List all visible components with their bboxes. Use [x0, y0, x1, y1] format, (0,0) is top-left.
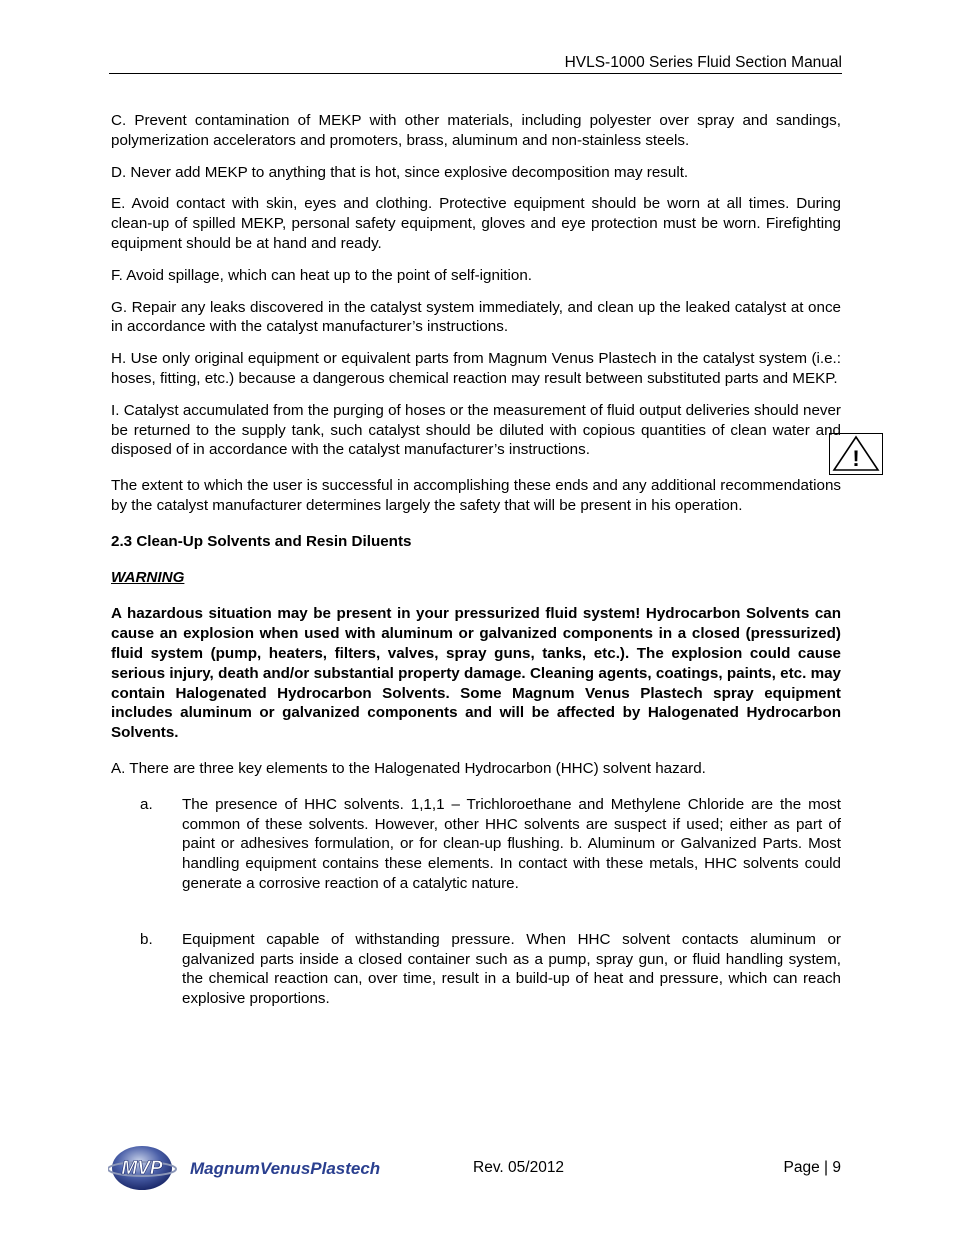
- manual-title: HVLS-1000 Series Fluid Section Manual: [564, 54, 842, 71]
- page-content: [111, 111, 841, 1009]
- warning-text: A hazardous situation may be present in your pressurized fluid system! Hydrocarbon Solvents can cause an explosion when used with aluminum or galvanized components in a closed (pressurized) fluid system (pump, heaters, filters, valves, spray guns, tanks, etc.). The explosion could cause serious injury, death and/or substantial property damage. Cleaning agents, coatings, paints, etc. may contain Halogenated Hydrocarbon Solvents. Some Magnum Venus Plastech spray equipment includes aluminum or galvanized components and will be affected by Halogenated Hydrocarbon Solvents.: [111, 605, 841, 742]
- warning-label: WARNING: [111, 568, 185, 586]
- page-footer: [0, 1140, 954, 1200]
- warning-symbol: !: [852, 446, 860, 471]
- paragraph-f: F. Avoid spillage, which can heat up to the point of self-ignition.: [111, 266, 533, 284]
- section-heading: 2.3 Clean-Up Solvents and Resin Diluents: [111, 532, 412, 550]
- revision-date: Rev. 05/2012: [473, 1159, 565, 1176]
- list-item-text: The presence of HHC solvents. 1,1,1 – Trichloroethane and Methylene Chloride are the most common of these solvents. However, other HHC solvents are suspect if used; either as part of paint or adhesives formulation, or for clean-up flushing. b. Aluminum or Galvanized Parts. Most handling equipment contains these elements. In contact with these metals, HHC solvents could generate a corrosive reaction of a catalytic nature.: [182, 795, 841, 892]
- logo-abbrev: MVP: [121, 1158, 163, 1179]
- paragraph-c: C. Prevent contamination of MEKP with other materials, including polyester over spray and sandings, polymerization accelerators and promoters, brass, aluminum and non-stainless steels.: [111, 112, 841, 149]
- hazard-intro: A. There are three key elements to the Halogenated Hydrocarbon (HHC) solvent hazard.: [111, 759, 706, 777]
- paragraph-e: E. Avoid contact with skin, eyes and clothing. Protective equipment should be worn at all times. During clean-up of spilled MEKP, personal safety equipment, gloves and eye protection must be worn. Firefighting equipment should be at hand and ready.: [111, 195, 841, 252]
- page-header: [109, 54, 842, 74]
- page-number: Page | 9: [783, 1159, 841, 1176]
- list-item-text: Equipment capable of withstanding pressure. When HHC solvent contacts aluminum or galvanized parts inside a closed container such as a pump, spray gun, or fluid handling system, the chemical reaction can, over time, result in a build-up of heat and pressure, which can reach explosive proportions.: [182, 930, 841, 1008]
- list-item-letter: a.: [140, 795, 153, 813]
- paragraph-i: I. Catalyst accumulated from the purging of hoses or the measurement of fluid output deliveries should never be returned to the supply tank, such catalyst should be diluted with copious quantities of clean water and disposed of in accordance with the catalyst manufacturer’s instructions.: [111, 401, 841, 459]
- paragraph-extent: The extent to which the user is successful in accomplishing these ends and any additional recommendations by the catalyst manufacturer determines largely the safety that will be present in his operation.: [111, 477, 841, 514]
- logo-text: MagnumVenusPlastech: [190, 1159, 381, 1178]
- list-item: [140, 795, 841, 894]
- paragraph-d: D. Never add MEKP to anything that is hot, since explosive decomposition may result.: [111, 163, 689, 181]
- list-item-letter: b.: [140, 930, 153, 948]
- company-logo: [108, 1142, 398, 1194]
- paragraph-g: G. Repair any leaks discovered in the catalyst system immediately, and clean up the leaked catalyst at once in accordance with the catalyst manufacturer’s instructions.: [111, 298, 841, 336]
- list-item: [140, 930, 841, 1009]
- paragraph-h: H. Use only original equipment or equivalent parts from Magnum Venus Plastech in the catalyst system (i.e.: hoses, fitting, etc.) because a dangerous chemical reaction may result between substituted parts and MEKP.: [111, 350, 841, 387]
